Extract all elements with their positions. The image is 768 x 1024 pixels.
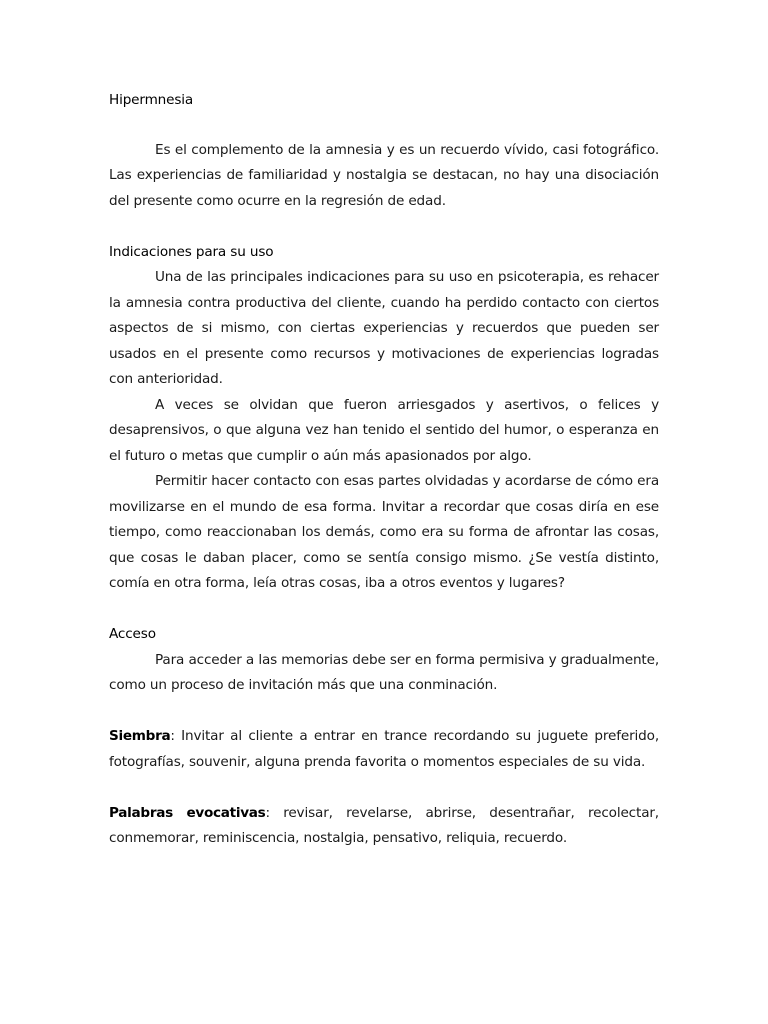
spacer: [109, 114, 659, 126]
palabras-paragraph: [109, 801, 659, 852]
siembra-text: : Invitar al cliente a entrar en trance recordando su juguete preferido, fotografías, souvenir, alguna prenda favorita o momentos especiales de su vida.: [109, 728, 659, 770]
spacer: [109, 597, 659, 623]
palabras-text: : revisar, revelarse, abrirse, desentrañar, recolectar, conmemorar, reminiscencia, nostalgia, pensativo, reliquia, recuerdo.: [109, 804, 659, 846]
paragraph: A veces se olvidan que fueron arriesgados y asertivos, o felices y desaprensivos, o que alguna vez han tenido el sentido del humor, o esperanza en el futuro o metas que cumplir o aún más apasionados por algo.: [109, 396, 659, 464]
paragraph: Permitir hacer contacto con esas partes olvidadas y acordarse de cómo era movilizarse en el mundo de esa forma. Invitar a recordar que cosas diría en ese tiempo, como reaccionaban los demás, como era su forma de afrontar las cosas, que cosas le daban placer, como se sentía consigo mismo. ¿Se vestía distinto, comía en otra forma, leía otras cosas, iba a otros eventos y lugares?: [109, 473, 659, 591]
siembra-term: Siembra: [109, 728, 171, 744]
section-heading-indicaciones: Indicaciones para su uso: [109, 243, 274, 260]
spacer: [109, 126, 659, 138]
section-heading-hipermnesia: Hipermnesia: [109, 92, 194, 108]
palabras-term: Palabras evocativas: [109, 804, 266, 821]
paragraph: Una de las principales indicaciones para su uso en psicoterapia, es rehacer la amnesia contra productiva del cliente, cuando ha perdido contacto con ciertos aspectos de si mismo, con ciertas experiencias y recuerdos que pueden ser usados en el presente como recursos y motivaciones de experiencias logradas con anterioridad.: [109, 269, 659, 387]
document-page: [109, 88, 659, 852]
spacer: [109, 699, 659, 725]
spacer: [109, 775, 659, 801]
paragraph: Es el complemento de la amnesia y es un recuerdo vívido, casi fotográfico. Las experiencias de familiaridad y nostalgia se destacan, no hay una disociación del presente como ocurre en la regresión de edad.: [109, 141, 659, 209]
paragraph: Para acceder a las memorias debe ser en forma permisiva y gradualmente, como un proceso de invitación más que una conminación.: [109, 651, 659, 693]
siembra-paragraph: [109, 724, 659, 775]
spacer: [109, 214, 659, 240]
section-heading-acceso: Acceso: [109, 626, 156, 642]
